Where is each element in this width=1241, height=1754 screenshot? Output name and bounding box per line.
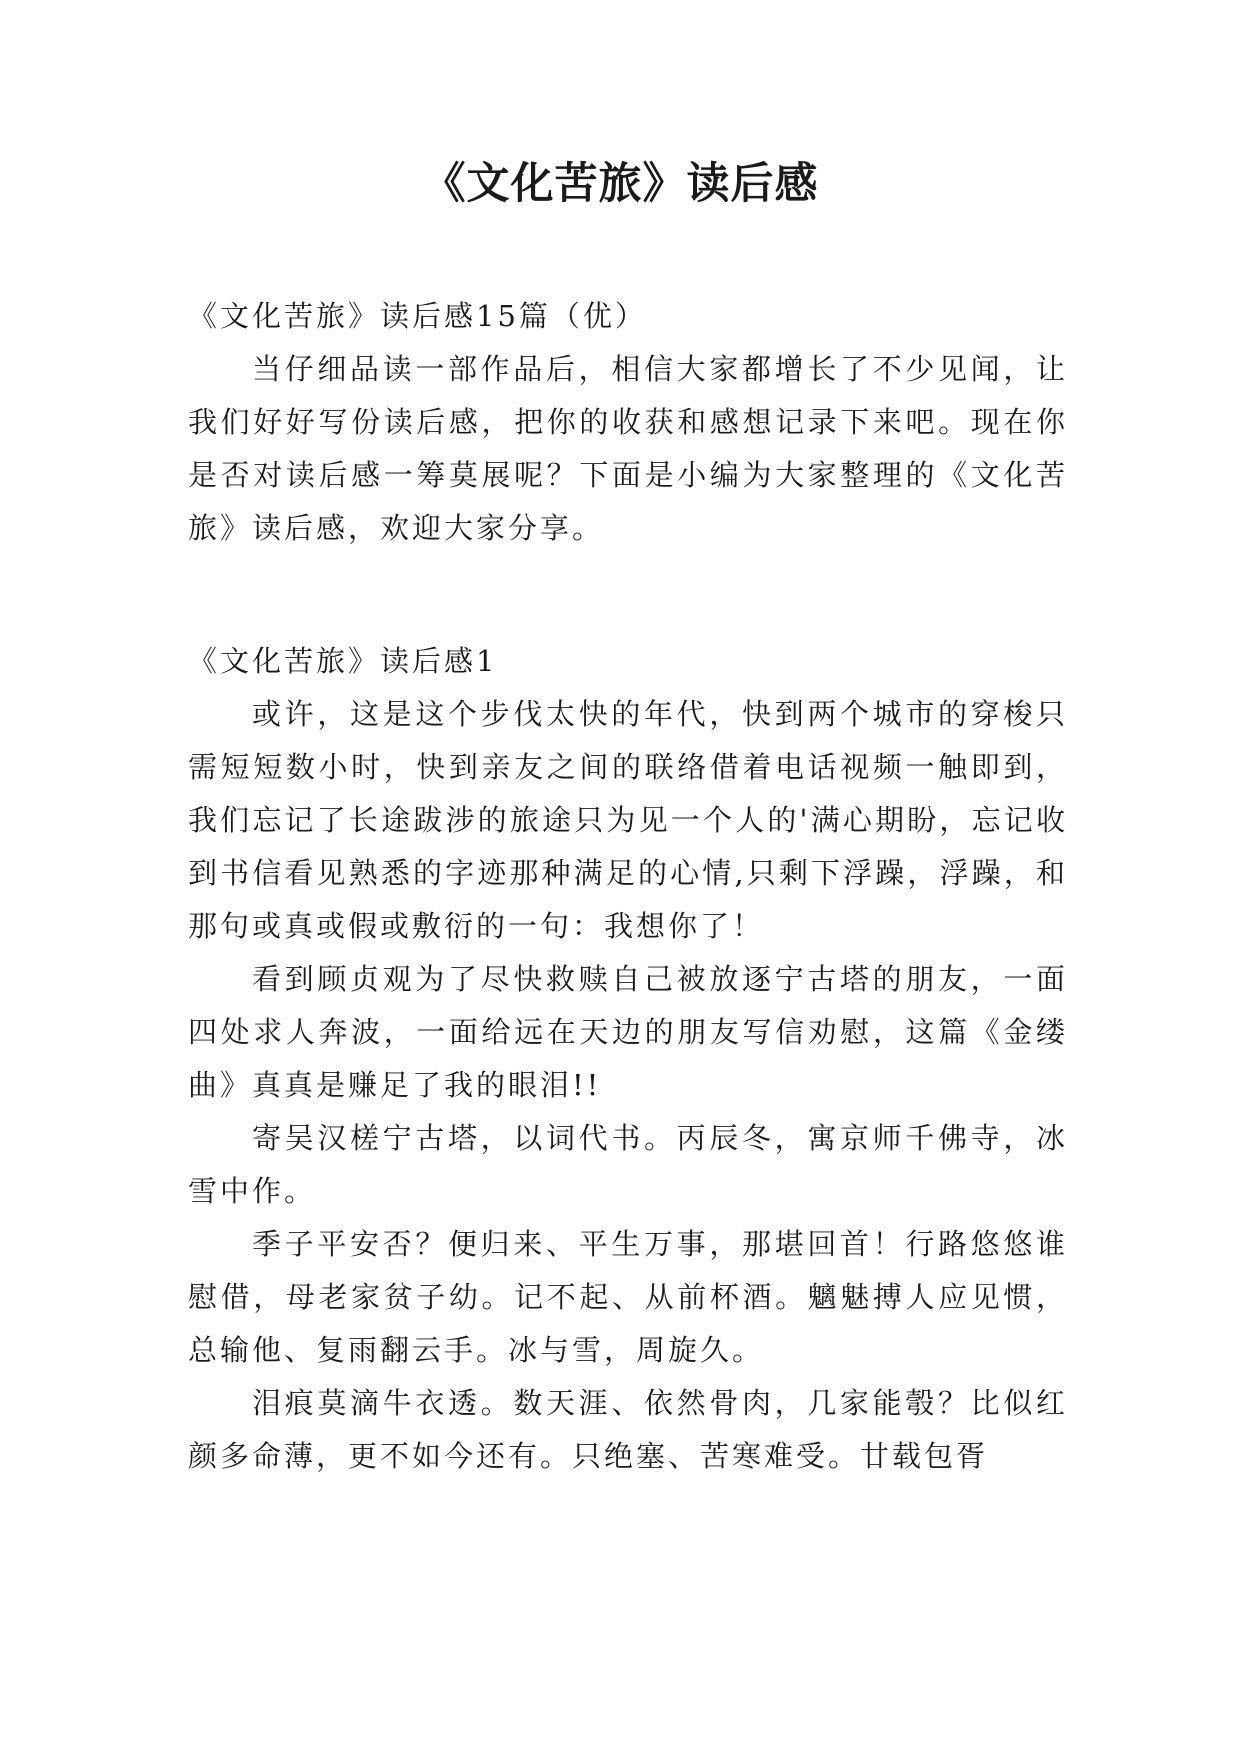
body-paragraph: 看到顾贞观为了尽快救赎自己被放逐宁古塔的朋友，一面四处求人奔波，一面给远在天边的朋友写信劝慰，这篇《金缕曲》真真是赚足了我的眼泪!! bbox=[188, 962, 1068, 1102]
document-title: 《文化苦旅》读后感 bbox=[422, 159, 819, 209]
body-paragraph: 或许，这是这个步伐太快的年代，快到两个城市的穿梭只需短短数小时，快到亲友之间的联络借着电话视频一触即到，我们忘记了长途跋涉的旅途只为见一个人的'满心期盼，忘记收到书信看见熟悉的字迹那种满足的心情,只剩下浮躁，浮躁，和那句或真或假或敷衍的一句：我想你了！ bbox=[188, 697, 1068, 943]
body-paragraph: 季子平安否？便归来、平生万事，那堪回首！行路悠悠谁慰借，母老家贫子幼。记不起、从前杯酒。魑魅搏人应见惯，总输他、复雨翻云手。冰与雪，周旋久。 bbox=[188, 1227, 1068, 1367]
document-subtitle: 《文化苦旅》读后感15篇（优） bbox=[188, 299, 647, 333]
body-paragraph: 寄吴汉槎宁古塔，以词代书。丙辰冬，寓京师千佛寺，冰雪中作。 bbox=[188, 1121, 1068, 1208]
section-heading: 《文化苦旅》读后感1 bbox=[188, 644, 498, 678]
document-body bbox=[188, 290, 1068, 1483]
body-paragraph: 泪痕莫滴牛衣透。数天涯、依然骨肉，几家能彀？比似红颜多命薄，更不如今还有。只绝塞、苦寒难受。廿载包胥 bbox=[188, 1386, 1068, 1473]
intro-paragraph: 当仔细品读一部作品后，相信大家都增长了不少见闻，让我们好好写份读后感，把你的收获和感想记录下来吧。现在你是否对读后感一筹莫展呢？下面是小编为大家整理的《文化苦旅》读后感，欢迎大家分享。 bbox=[188, 352, 1068, 545]
section-spacer bbox=[188, 555, 1068, 635]
